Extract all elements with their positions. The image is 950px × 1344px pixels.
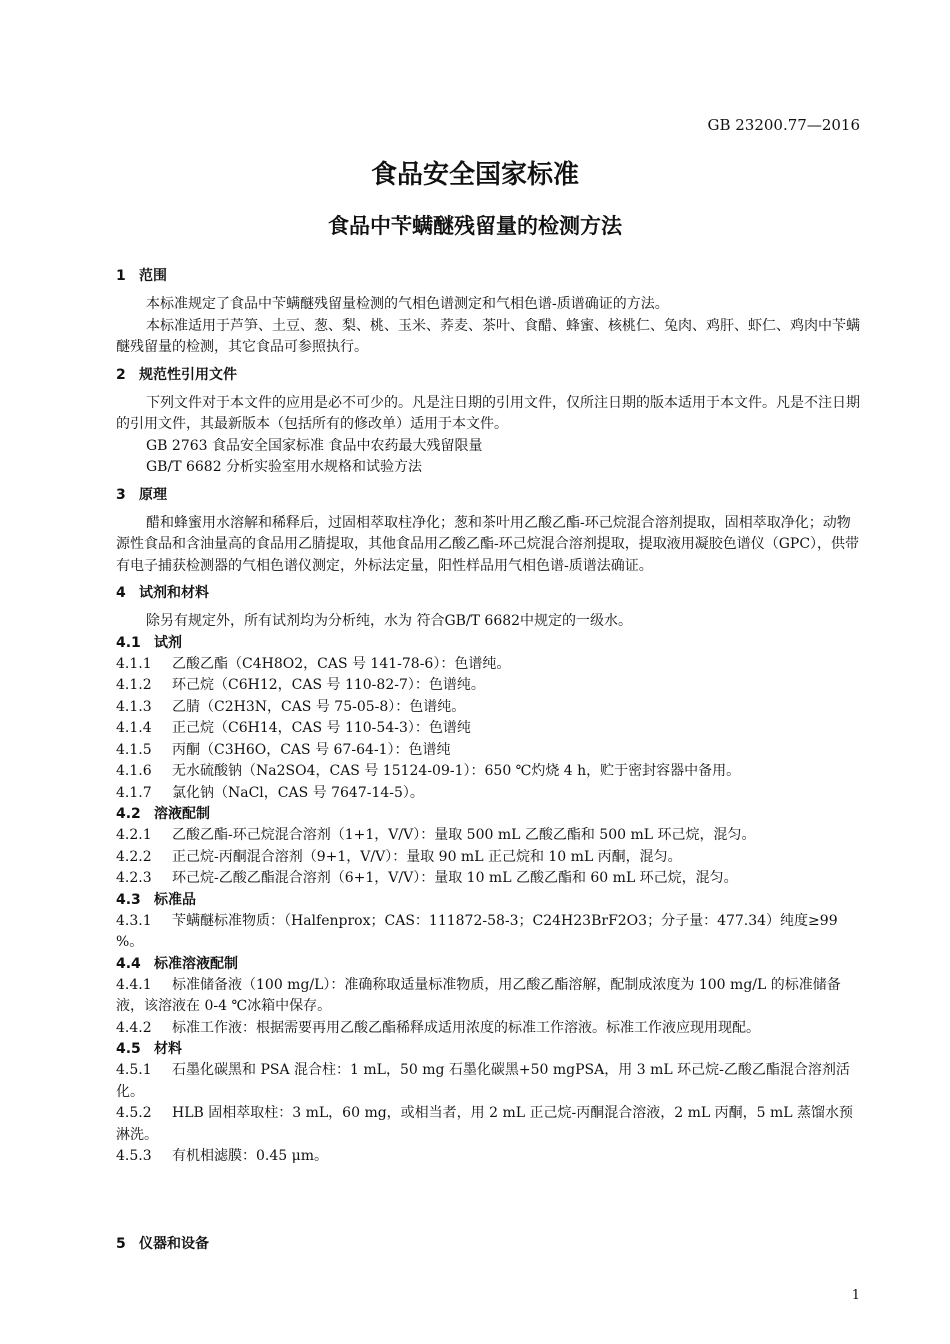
list-item: 4.1.1 乙酸乙酯（C4H8O2，CAS 号 141-78-6）：色谱纯。 [116,655,511,672]
paragraph: 醋和蜂蜜用水溶解和稀释后，过固相萃取柱净化；葱和茶叶用乙酸乙酯-环己烷混合溶剂提取，固相萃取净化；动物源性食品和含油量高的食品用乙腈提取，其他食品用乙酸乙酯-环己烷混合溶剂提取，提取液用凝胶色谱仪（GPC），供带有电子捕获检测器的气相色谱仪测定，外标法定量，阳性样品用气相色谱-质谱法确证。 [116,514,860,574]
page-number: 1 [851,1288,860,1303]
list-item: 4.5.3 有机相滤膜：0.45 μm。 [116,1148,328,1164]
list-item: 4.1.2 环己烷（C6H12，CAS 号 110-82-7）：色谱纯。 [116,677,485,693]
list-item: 4.1.5 丙酮（C3H6O，CAS 号 67-64-1）：色谱纯 [116,741,451,758]
list-item: 4.2.1 乙酸乙酯-环己烷混合溶剂（1+1，V/V）：量取 500 mL 乙酸乙酯和 500 mL 环己烷，混匀。 [116,827,756,843]
list-item: 4.4.1 标准储备液（100 mg/L）：准确称取适量标准物质，用乙酸乙酯溶解，配制成浓度为 100 mg/L 的标准储备液，该溶液在 0-4 ℃冰箱中保存。 [116,976,841,1014]
paragraph: 本标准规定了食品中苄螨醚残留量检测的气相色谱测定和气相色谱-质谱确证的方法。 [146,296,669,312]
section-heading-principle: 3 原理 [116,486,167,503]
subsection-heading-standards: 4.3 标准品 [116,891,196,908]
subsection-heading-reagents: 4.1 试剂 [116,634,182,651]
list-item: 4.1.3 乙腈（C2H3N，CAS 号 75-05-8）：色谱纯。 [116,698,466,715]
reference-item: GB 2763 食品安全国家标准 食品中农药最大残留限量 [146,437,483,454]
reference-item: GB/T 6682 分析实验室用水规格和试验方法 [146,459,423,475]
subsection-heading-standard-solutions: 4.4 标准溶液配制 [116,955,238,972]
section-heading-scope: 1 范围 [116,268,167,284]
list-item: 4.1.7 氯化钠（NaCl，CAS 号 7647-14-5）。 [116,784,424,801]
list-item: 4.4.2 标准工作液：根据需要再用乙酸乙酯稀释成适用浓度的标准工作溶液。标准工作液应现用现配。 [116,1019,760,1036]
subsection-heading-materials: 4.5 材料 [116,1041,182,1057]
list-item: 4.2.3 环己烷-乙酸乙酯混合溶剂（6+1，V/V）：量取 10 mL 乙酸乙酯和 60 mL 环己烷，混匀。 [116,870,738,886]
document-subtitle: 食品中苄螨醚残留量的检测方法 [328,214,622,238]
section-heading-instruments: 5 仪器和设备 [116,1236,209,1252]
list-item: 4.3.1 苄螨醚标准物质：（Halfenprox；CAS：111872-58-3；C24H23BrF2O3；分子量：477.34）纯度≥99 %。 [116,912,838,950]
subsection-heading-solutions: 4.2 溶液配制 [116,806,210,822]
paragraph: 除另有规定外，所有试剂均为分析纯，水为 符合GB/T 6682中规定的一级水。 [146,613,633,629]
document-title: 食品安全国家标准 [370,160,579,190]
list-item: 4.5.2 HLB 固相萃取柱：3 mL，60 mg，或相当者，用 2 mL 正己烷-丙酮混合溶液，2 mL 丙酮，5 mL 蒸馏水预淋洗。 [116,1105,853,1143]
list-item: 4.2.2 正己烷-丙酮混合溶剂（9+1，V/V）：量取 90 mL 正己烷和 10 mL 丙酮，混匀。 [116,848,682,865]
list-item: 4.5.1 石墨化碳黑和 PSA 混合柱：1 mL，50 mg 石墨化碳黑+50 mgPSA，用 3 mL 环己烷-乙酸乙酯混合溶剂活化。 [116,1062,850,1100]
section-heading-reagents: 4 试剂和材料 [116,585,209,601]
section-heading-references: 2 规范性引用文件 [116,366,237,383]
standard-number: GB 23200.77—2016 [707,116,860,134]
paragraph: 本标准适用于芦笋、土豆、葱、梨、桃、玉米、荞麦、茶叶、食醋、蜂蜜、核桃仁、兔肉、鸡肝、虾仁、鸡肉中苄螨醚残留量的检测，其它食品可参照执行。 [116,317,860,355]
paragraph: 下列文件对于本文件的应用是必不可少的。凡是注日期的引用文件，仅所注日期的版本适用于本文件。凡是不注日期的引用文件，其最新版本（包括所有的修改单）适用于本文件。 [116,394,860,432]
document-body [116,260,861,1168]
list-item: 4.1.4 正己烷（C6H14，CAS 号 110-54-3）：色谱纯 [116,720,471,736]
list-item: 4.1.6 无水硫酸钠（Na2SO4，CAS 号 15124-09-1）：650 ℃灼烧 4 h，贮于密封容器中备用。 [116,763,741,779]
